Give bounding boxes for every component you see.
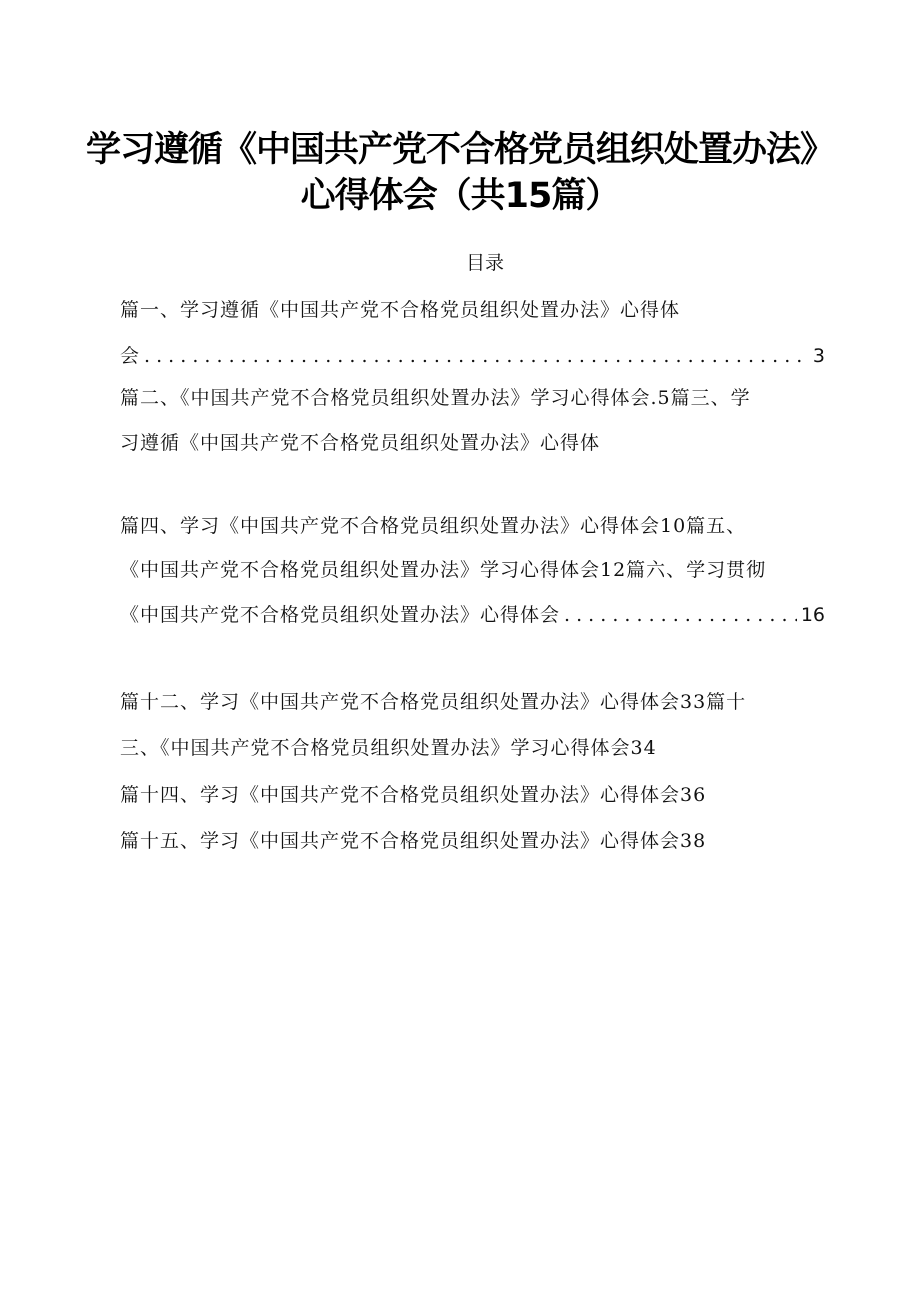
toc-heading: 目录: [465, 252, 504, 274]
toc-line-4: 习遵循《中国共产党不合格党员组织处置办法》心得体: [120, 432, 601, 454]
toc-line-8: 篇十二、学习《中国共产党不合格党员组织处置办法》心得体会33篇十: [120, 691, 747, 713]
toc-line-7: [120, 603, 825, 627]
toc-line-9: 三、《中国共产党不合格党员组织处置办法》学习心得体会34: [120, 737, 657, 759]
toc-page-number: 16: [800, 604, 825, 626]
toc-line-2: [120, 344, 825, 368]
toc-leader-dots: [564, 603, 797, 627]
document-title-line-2: 心得体会（共15篇）: [300, 176, 620, 216]
toc-line-7-text: 《中国共产党不合格党员组织处置办法》心得体会: [120, 604, 561, 626]
toc-line-11: 篇十五、学习《中国共产党不合格党员组织处置办法》心得体会38: [120, 830, 707, 852]
toc-leader-dots: [144, 344, 809, 368]
toc-line-2-text: 会: [120, 345, 141, 367]
toc-line-10: 篇十四、学习《中国共产党不合格党员组织处置办法》心得体会36: [120, 784, 707, 806]
toc-line-3: 篇二、《中国共产党不合格党员组织处置办法》学习心得体会.5篇三、学: [120, 387, 751, 409]
toc-line-6: 《中国共产党不合格党员组织处置办法》学习心得体会12篇六、学习贯彻: [120, 559, 767, 581]
toc-line-5: 篇四、学习《中国共产党不合格党员组织处置办法》心得体会10篇五、: [120, 515, 747, 537]
toc-line-1: 篇一、学习遵循《中国共产党不合格党员组织处置办法》心得体: [120, 299, 681, 321]
toc-page-number: 3: [812, 345, 825, 367]
document-title-line-1: 学习遵循《中国共产党不合格党员组织处置办法》: [85, 130, 834, 170]
